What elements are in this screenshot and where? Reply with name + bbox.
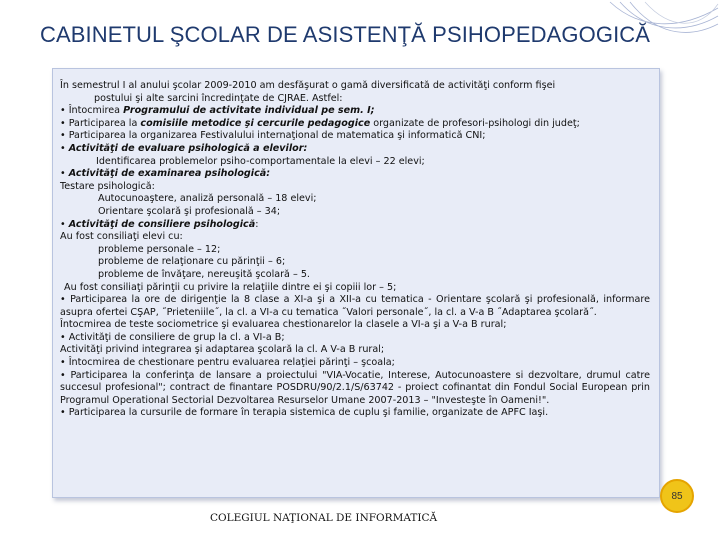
text-line: Testare psihologică: [60, 180, 155, 192]
text-line: • Activităţi de evaluare psihologică a elevilor: [60, 142, 308, 154]
text-line: • Activităţi de examinarea psihologică: [60, 168, 271, 180]
text-line: • Participarea la organizarea Festivalului internaţional de matematica şi informatică CNI; [60, 130, 486, 142]
report-text [60, 80, 650, 420]
text-line: probleme de relaţionare cu părinţii – 6; [98, 256, 286, 268]
page-title: CABINETUL ŞCOLAR DE ASISTENŢĂ PSIHOPEDAGOGICĂ [40, 22, 651, 47]
text-line: • Întocmirea Programului de activitate individual pe sem. I; [60, 105, 375, 117]
text-line: Au fost consiliaţi elevi cu: [60, 231, 183, 243]
text-line: postului şi alte sarcini încredinţate de CJRAE. Astfel: [94, 92, 343, 104]
text-line: • Întocmirea de chestionare pentru evaluarea relaţiei părinţi – şcoala; [60, 357, 395, 369]
footer-institution: COLEGIUL NAŢIONAL DE INFORMATICĂ [210, 512, 438, 524]
text-line: probleme de învăţare, nereuşită şcolară – 5. [98, 268, 310, 280]
text-line: • Participarea la ore de dirigenţie la 8 clase a XI-a şi a XII-a cu tematica - Orientare şcolară şi profesională, informare asupra ofertei CŞAP, ˝Prieteniile˝, la cl. a VI-a cu tematica ˝Valori personale˝, la cl. a V-a B ˝Adaptarea şcolară˝. [60, 294, 650, 318]
text-line: Orientare şcolară şi profesională – 34; [98, 205, 281, 217]
text-line: În semestrul I al anului şcolar 2009-2010 am desfăşurat o gamă diversificată de activităţi conform fişei [60, 80, 556, 91]
text-line: • Participarea la cursurile de formare în terapia sistemica de cuplu şi familie, organizate de APFC Iaşi. [60, 407, 549, 419]
text-line: Întocmirea de teste sociometrice şi evaluarea chestionarelor la clasele a VI-a şi a V-a B rural; [60, 319, 507, 331]
text-line: probleme personale – 12; [98, 243, 221, 255]
text-line: Autocunoaştere, analiză personală – 18 elevi; [98, 193, 317, 205]
text-line: Au fost consiliaţi părinţii cu privire la relaţiile dintre ei şi copiii lor – 5; [64, 281, 397, 293]
text-line: Activităţi privind integrarea şi adaptarea şcolară la cl. A V-a B rural; [60, 344, 385, 356]
text-line: Identificarea problemelor psiho-comportamentale la elevi – 22 elevi; [96, 155, 425, 167]
text-line: • Participarea la comisiile metodice şi cercurile pedagogice organizate de profesori-psihologi din judeţ; [60, 117, 580, 129]
text-line: • Activităţi de consiliere de grup la cl. a VI-a B; [60, 331, 285, 343]
text-line: • Participarea la conferinţa de lansare a proiectului "VIA-Vocatie, Interese, Autocunoastere si dezvoltare, drumul catre succesul profesional"; contract de finantare POSDRU/90/2.1/S/63742 - proiect cofinantat din Fondul Social European prin Programul Operational Sectorial Dezvoltarea Resurselor Umane 2007-2013 – "Investeşte în Oameni!". [60, 369, 650, 406]
text-line: • Activităţi de consiliere psihologică: [60, 218, 259, 230]
page-number-badge: 85 [660, 479, 694, 513]
